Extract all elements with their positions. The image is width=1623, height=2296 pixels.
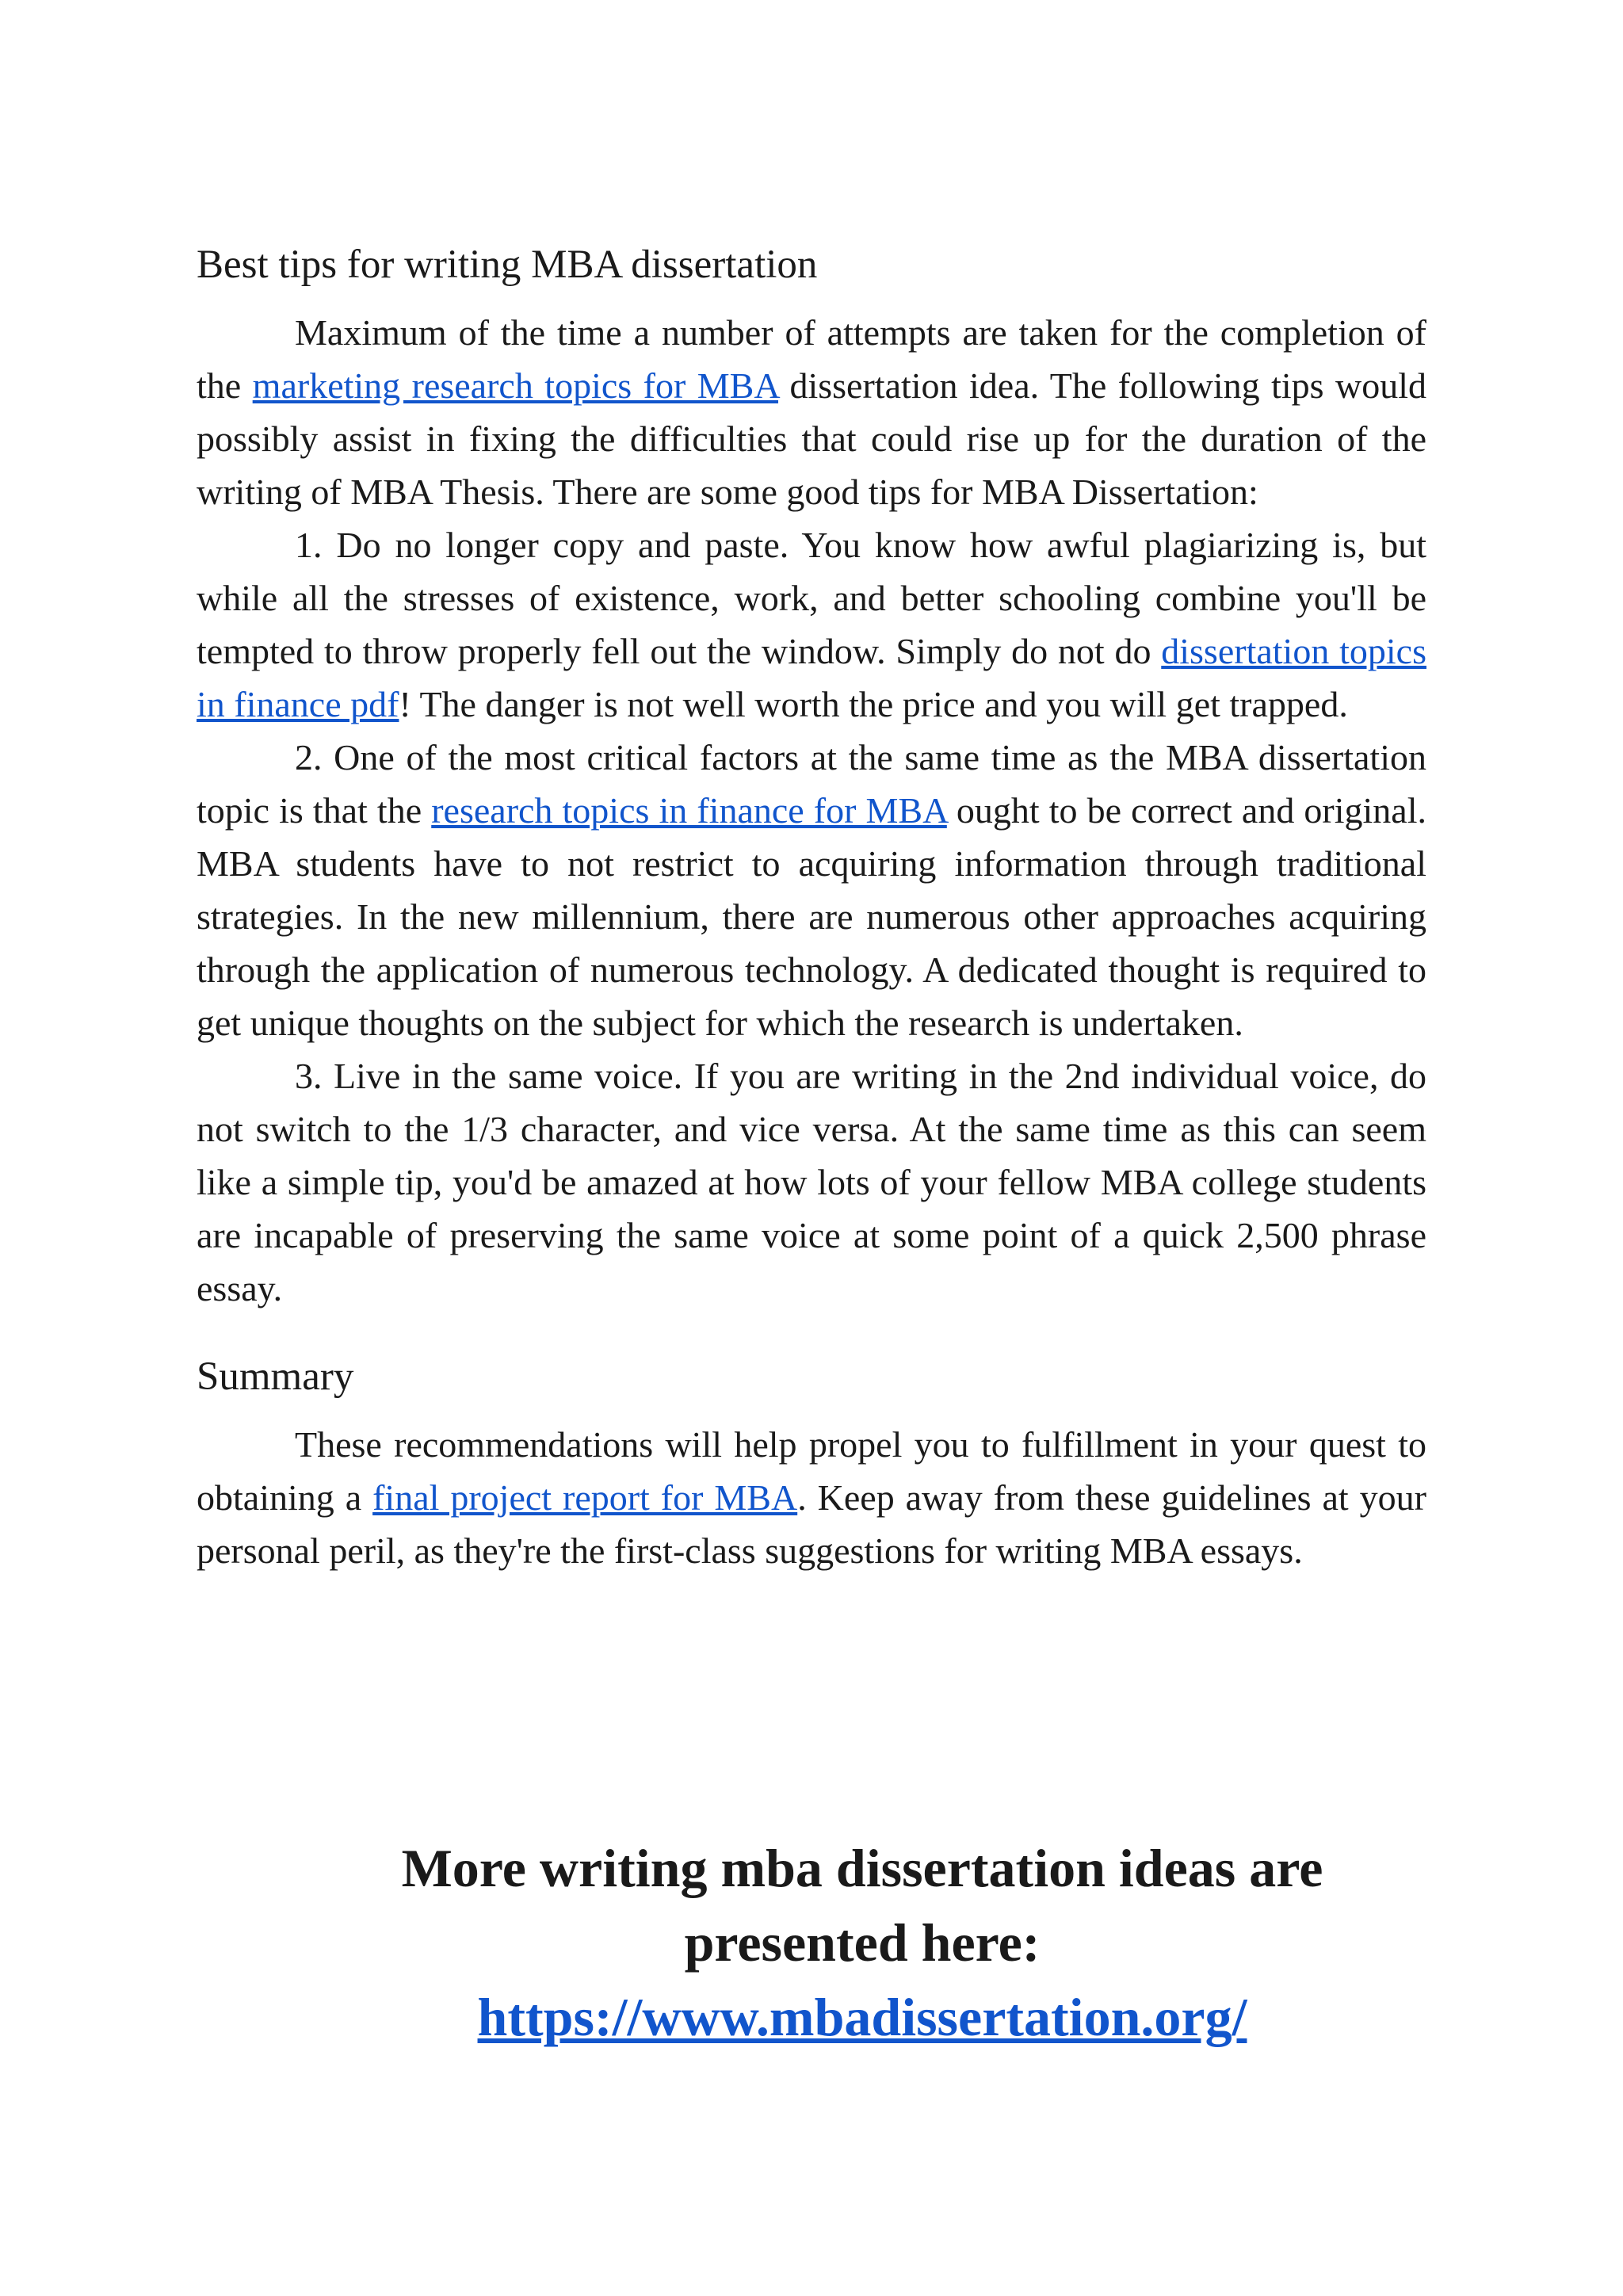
intro-text-before: Maximum of the time a number of attempts are taken for the completion of the: [197, 312, 1426, 406]
summary-text-after: . Keep away from these guidelines at your personal peril, as they're the first-class suggestions for writing MBA essays.: [197, 1477, 1426, 1571]
tip-2-text-before: 2. One of the most critical factors at the same time as the MBA dissertation topic is that the: [197, 737, 1426, 831]
tip-2-text-after: ought to be correct and original. MBA students have to not restrict to acquiring information through traditional strategies. In the new millennium, there are numerous other approaches acquiring through the application of numerous technology. A dedicated thought is required to get unique thoughts on the subject for which the research is undertaken.: [197, 790, 1427, 1043]
document-body: [197, 238, 1426, 1577]
final-project-report-link[interactable]: final project report for MBA: [372, 1477, 798, 1518]
tip-1-text-before: 1. Do no longer copy and paste. You know how awful plagiarizing is, but while all the stresses of existence, work, and better schooling combine you'll be tempted to throw properly fell out the window. Simply do not do: [197, 525, 1426, 671]
cta-line-2: presented here:: [684, 1912, 1041, 1973]
summary-text-before: These recommendations will help propel you to fulfillment in your quest to obtaining a: [197, 1424, 1426, 1518]
marketing-research-topics-link[interactable]: marketing research topics for MBA: [252, 365, 779, 406]
summary-paragraph: [197, 1418, 1426, 1577]
section-heading: Best tips for writing MBA dissertation: [197, 243, 818, 287]
tip-1-paragraph: [197, 518, 1426, 731]
cta-line-1: More writing mba dissertation ideas are: [401, 1838, 1323, 1898]
summary-heading: Summary: [197, 1354, 354, 1399]
dissertation-topics-finance-pdf-link[interactable]: dissertation topics in finance pdf: [197, 631, 1426, 724]
tip-1-text-after: ! The danger is not well worth the price and you will get trapped.: [399, 684, 1348, 724]
tip-2-paragraph: [197, 731, 1426, 1049]
research-topics-finance-link[interactable]: research topics in finance for MBA: [431, 790, 947, 831]
intro-text-after: dissertation idea. The following tips would possibly assist in fixing the difficulties that could rise up for the duration of the writing of MBA Thesis. There are some good tips for MBA Dissertation:: [197, 365, 1427, 512]
call-to-action: [197, 1831, 1528, 2054]
intro-paragraph: [197, 306, 1426, 518]
tip-3-paragraph: 3. Live in the same voice. If you are writing in the 2nd individual voice, do not switch to the 1/3 character, and vice versa. At the same time as this can seem like a simple tip, you'd be amazed at how lots of your fellow MBA college students are incapable of preserving the same voice at some point of a quick 2,500 phrase essay.: [197, 1056, 1426, 1308]
website-url-link[interactable]: https://www.mbadissertation.org/: [477, 1987, 1247, 2047]
section-spacer: [197, 1315, 1426, 1350]
